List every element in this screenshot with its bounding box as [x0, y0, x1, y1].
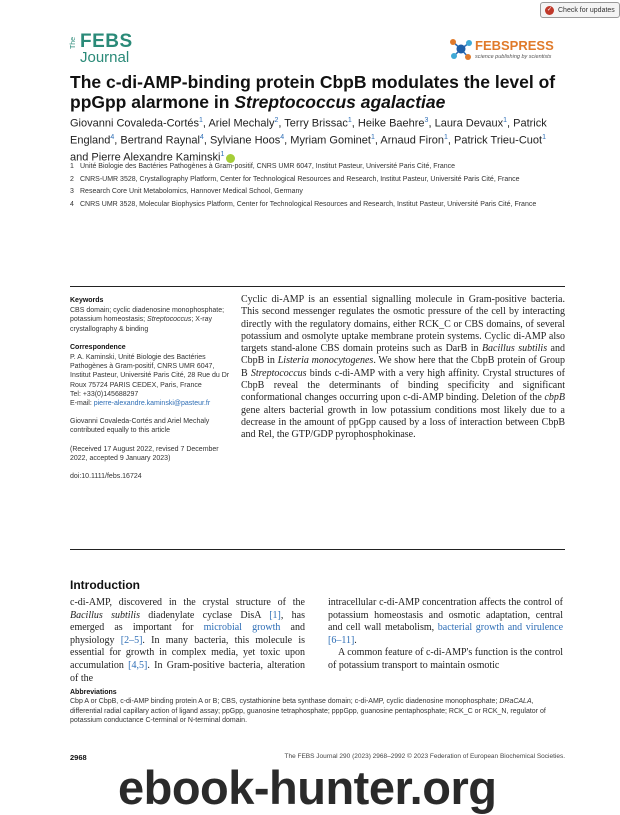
- check-for-updates-button[interactable]: [540, 2, 620, 18]
- affiliation: [70, 175, 565, 185]
- intro-paragraph: [328, 597, 563, 647]
- topic-link[interactable]: microbial growth: [203, 622, 281, 634]
- abstract-text: gene alters bacterial growth in low potassium conditions most likely due to a decrease in the amount of ppGpp caused by a loss of interaction between CbpB and Rel, the GTP/GDP pyrophosphokinase.: [241, 404, 565, 441]
- intro-text: .: [354, 634, 357, 646]
- abstract-species: Listeria monocytogenes: [277, 355, 374, 367]
- intro-species: Bacillus subtilis: [70, 609, 140, 621]
- author-sup[interactable]: 2: [274, 117, 279, 124]
- affiliation-text: CNRS-UMR 3528, Crystallography Platform, Center for Technological Resources and Research, Institut Pasteur, Université Paris Cité, France: [80, 175, 520, 183]
- check-updates-label: Check for updates: [558, 6, 615, 14]
- email-link[interactable]: pierre-alexandre.kaminski@pasteur.fr: [93, 400, 211, 408]
- affiliations: [70, 162, 565, 212]
- author-name: Terry Brissac: [284, 117, 348, 130]
- author-sup[interactable]: 1: [503, 117, 507, 124]
- citation-link[interactable]: [1]: [269, 609, 281, 621]
- correspondence-heading: Correspondence: [70, 343, 126, 351]
- watermark: ebook-hunter.org: [118, 761, 497, 814]
- febs-journal-logo: [70, 33, 140, 65]
- abstract-species: Streptococcus: [250, 367, 307, 379]
- logo-the: The: [70, 36, 77, 49]
- author-name: Sylviane Hoos: [209, 134, 281, 147]
- mid-divider: [70, 549, 565, 550]
- abstract-text: and CbpB in: [241, 343, 565, 367]
- author-name: Bertrand Raynal: [120, 134, 200, 147]
- logo-journal: Journal: [80, 49, 130, 66]
- author-name: Pierre Alexandre Kaminski: [91, 151, 221, 164]
- affiliation-num: 3: [70, 188, 74, 195]
- affiliation: [70, 200, 565, 210]
- abstract-text: . We show here that the CbpB protein of Group B: [241, 355, 566, 379]
- abstract: [241, 294, 565, 442]
- abstract-species: Bacillus subtilis: [481, 343, 548, 355]
- author-sup[interactable]: 1: [220, 151, 225, 159]
- affiliation-num: 1: [70, 163, 74, 170]
- update-icon: ✓: [546, 6, 553, 13]
- intro-text: and physiology: [70, 622, 305, 646]
- keywords-heading: Keywords: [70, 297, 104, 304]
- keywords-text-end: ; X-ray crystallography & binding: [70, 316, 213, 333]
- keywords-italic: Streptococcus: [147, 316, 192, 324]
- correspondence-tel: Tel: +33(0)145688297: [70, 390, 139, 398]
- author-sup[interactable]: 1: [444, 134, 448, 142]
- press-tagline: science publishing by scientists: [475, 54, 552, 60]
- abbreviations-italic: DRaCALA: [499, 698, 532, 706]
- author-sup[interactable]: 1: [347, 117, 352, 124]
- author-name: Heike Baehre: [357, 117, 425, 130]
- molecule-icon: [448, 36, 474, 62]
- doi[interactable]: doi:10.1111/febs.16724: [70, 473, 142, 481]
- author-sup[interactable]: 4: [280, 134, 285, 142]
- intro-text: , has emerged as important for: [70, 609, 305, 634]
- top-divider: [70, 286, 565, 287]
- intro-text: . In many bacteria, this molecule is essential for growth in complex media, yet toxic upon accumulation: [70, 634, 305, 671]
- correspondence-address: P. A. Kaminski, Unité Biologie des Bactéries Pathogènes à Gram-positif, CNRS UMR 6047, Institut Pasteur, Université Paris Cité, 28 Rue du Dr Roux 75724 PARIS CEDEX, Paris, France: [70, 354, 230, 389]
- intro-column-left: [70, 597, 305, 685]
- keywords-text: CBS domain; cyclic diadenosine monophosphate; potassium homeostasis;: [70, 307, 225, 324]
- author-name: Giovanni Covaleda-Cortés: [70, 117, 200, 130]
- author-sup[interactable]: 1: [542, 134, 546, 142]
- email-label: E-mail:: [70, 400, 94, 408]
- abstract-text: binds c-di-AMP with a very high affinity. Crystal structures of CbpB reveal the determinants of binding specificity and significant conformational changes occurring upon c-di-AMP binding. Deletion of the: [241, 367, 566, 404]
- logo-febs: FEBS: [80, 31, 133, 52]
- page-number: 2968: [70, 753, 87, 762]
- intro-paragraph: A common feature of c-di-AMP's function is the control of potassium transport to maintain osmotic: [328, 647, 563, 671]
- affiliation-num: 4: [70, 200, 74, 208]
- press-name-b: PRESS: [509, 38, 554, 53]
- correspondence-email-line: [70, 399, 230, 408]
- author-list: Giovanni Covaleda-Cortés$^1$, Ariel Mechaly$^2$, Terry Brissac$^1$, Heike Baehre$^3$, Laura Devaux$^1$, Patrick England$^4$, Bertrand Raynal$^4$, Sylviane Hoos$^4$, Myriam Gominet$^1$, Arnaud Firon$^1$, Patrick Trieu-Cuot$^1$ and Pierre Alexandre Kaminski$^1$: [70, 117, 547, 164]
- author-name: Arnaud Firon: [380, 134, 444, 147]
- footer-citation: The FEBS Journal 290 (2023) 2968–2992 © 2023 Federation of European Biochemical Societies.: [284, 753, 565, 760]
- affiliation-text: CNRS UMR 3528, Molecular Biophysics Platform, Center for Technological Resources and Research, Institut Pasteur, Université Paris Cité, France: [80, 200, 537, 208]
- intro-text: . In Gram-positive bacteria, alteration of the: [70, 659, 305, 684]
- citation-link[interactable]: [6–11]: [328, 634, 355, 646]
- abbreviations-heading: Abbreviations: [70, 689, 117, 696]
- citation-link[interactable]: [4,5]: [128, 659, 148, 671]
- abbreviations-text: Cbp A or CbpB, c-di-AMP binding protein A or B; CBS, cystathionine beta synthase domain; c-di-AMP, cyclic diadenosine monophosphate;: [70, 698, 500, 706]
- affiliation-text: Unité Biologie des Bactéries Pathogènes à Gram-positif, CNRS UMR 6047, Institut Pasteur, Université Paris Cité, France: [80, 163, 456, 170]
- press-name-a: FEBS: [475, 38, 510, 53]
- title-main: The c-di-AMP-binding protein CbpB modulates the level of ppGpp alarmone in: [70, 72, 556, 112]
- press-name: [475, 38, 554, 53]
- author-name: Patrick England: [70, 117, 547, 147]
- abstract-gene: cbpB: [544, 392, 565, 404]
- affiliation-text: Research Core Unit Metabolomics, Hannover Medical School, Germany: [80, 188, 303, 195]
- author-name: Patrick Trieu-Cuot: [454, 134, 543, 147]
- affiliation: [70, 187, 565, 197]
- author-name: Ariel Mechaly: [208, 117, 275, 130]
- and-word: and: [70, 151, 89, 164]
- author-sup[interactable]: 1: [199, 117, 203, 124]
- topic-link[interactable]: bacterial growth and virulence: [437, 622, 564, 634]
- author-sup[interactable]: 3: [424, 117, 429, 124]
- keywords-block: [70, 296, 230, 334]
- author-name: Myriam Gominet: [290, 134, 371, 147]
- affiliation: [70, 162, 565, 172]
- abstract-text: Cyclic di-AMP is an essential signalling molecule in Gram-positive bacteria. This second messenger regulates the osmotic pressure of the cell by interacting directly with the regulatory domains, either RCK_C or CBS domains, of several potassium and osmolyte uptake membrane protein systems. Cyclic di-AMP also targets stand-alone CBS domain proteins such as DarB in: [241, 294, 565, 355]
- introduction-heading: Introduction: [70, 578, 140, 592]
- abbreviations-text-end: , differential radial capillary action of ligand assay; ppGpp, guanosine tetraphosphate; pppGpp, guanosine pentaphosphate; RCK_C or RCK_N, regulator of potassium conductance C-terminal or N-terminal domain.: [70, 698, 546, 724]
- article-title: [70, 72, 565, 112]
- received-dates: (Received 17 August 2022, revised 7 December 2022, accepted 9 January 2023): [70, 445, 219, 462]
- citation-link[interactable]: [2–5]: [120, 634, 143, 646]
- author-sup[interactable]: 1: [370, 134, 375, 142]
- equal-contribution-note: Giovanni Covaleda-Cortés and Ariel Mechaly contributed equally to this article: [70, 418, 210, 435]
- febs-press-logo: [448, 36, 560, 66]
- intro-text: c-di-AMP, discovered in the crystal structure of the: [70, 597, 305, 608]
- intro-text: diadenylate cyclase DisA: [139, 609, 270, 621]
- abbreviations: [70, 688, 565, 725]
- author-sup[interactable]: 4: [199, 134, 204, 142]
- correspondence-block: [70, 343, 230, 408]
- sidebar-info: [70, 296, 230, 490]
- intro-column-right: [328, 597, 563, 673]
- intro-text: intracellular c-di-AMP concentration affects the control of potassium homeostasis and osmotic adaptation, central and cell wall metabolism,: [328, 597, 563, 634]
- affiliation-num: 2: [70, 175, 74, 183]
- author-sup[interactable]: 4: [110, 134, 115, 142]
- author-name: Laura Devaux: [434, 117, 504, 130]
- title-species: Streptococcus agalactiae: [234, 92, 446, 112]
